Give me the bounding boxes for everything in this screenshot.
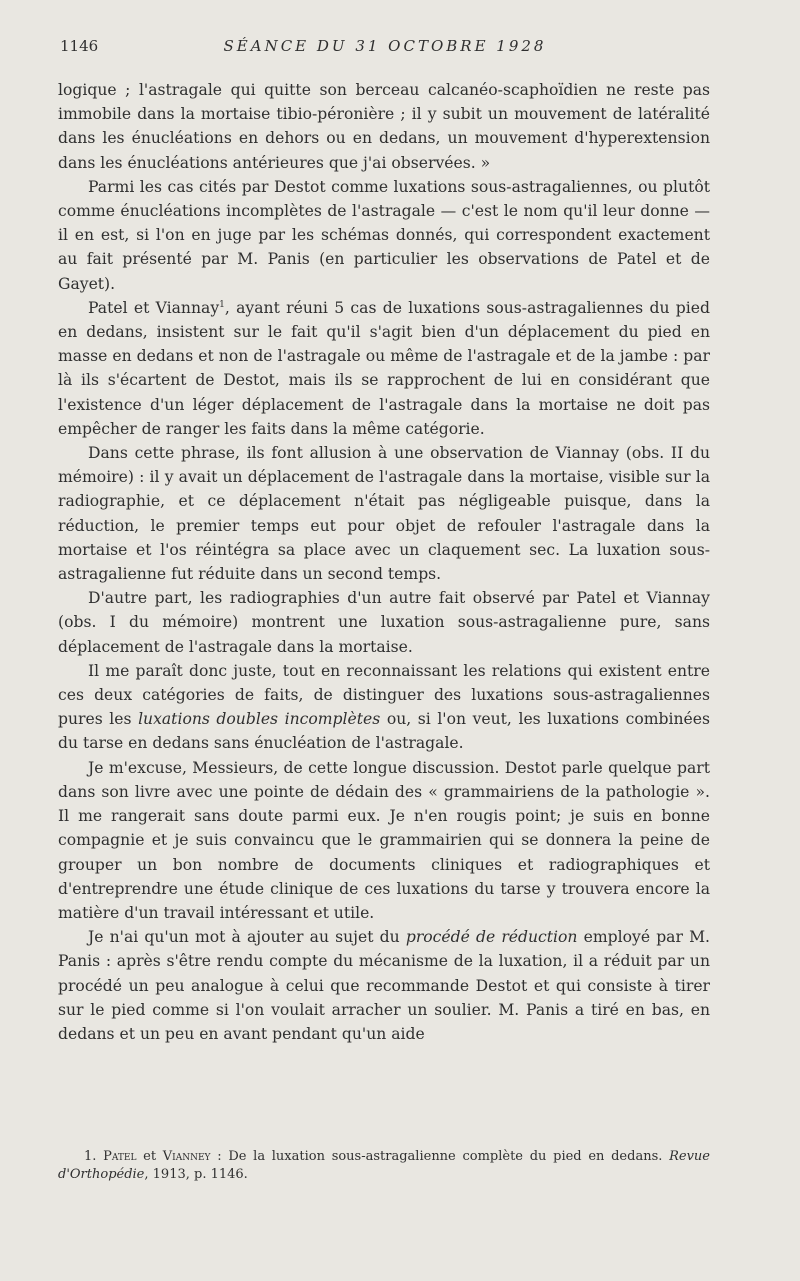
body-text [58, 78, 710, 1046]
p8-rest: employé par M. Panis : après s'être rendu compte du mécanisme de la luxation, il a réduit par un procédé un peu analogue à celui que recommande Destot et qui consiste à tirer sur le pied comme si l'on voulait arracher un soulier. M. Panis a tiré en bas, en dedans et un peu en avant pendant qu'un aide [58, 928, 711, 1043]
p3-rest: , ayant réuni 5 cas de luxations sous-astragaliennes du pied en dedans, insistent sur le fait qu'il s'agit bien d'un déplacement du pied en masse en dedans et non de l'astragale ou même de l'astragale et de la jambe : par là ils s'écartent de Destot, mais ils se rapprochent de lui en considérant que l'existence d'un léger déplacement de l'astragale dans la mortaise ne doit pas empêcher de ranger les faits dans la même catégorie. [58, 298, 710, 438]
paragraph-8 [58, 925, 710, 1046]
paragraph-3 [58, 296, 710, 441]
paragraph-6 [58, 659, 710, 756]
p3-start: Patel et Viannay [88, 298, 220, 317]
footnote [58, 1148, 710, 1184]
page-header [60, 37, 710, 61]
footnote-title: : De la luxation sous-astragalienne complète du pied en dedans. [210, 1149, 670, 1164]
paragraph-4: Dans cette phrase, ils font allusion à une observation de Viannay (obs. II du mémoire) : il y avait un déplacement de l'astragale dans la mortaise, visible sur la radiographie, et ce déplacement n'était pas négligeable puisque, dans la réduction, le premier temps eut pour objet de refouler l'astragale dans la mortaise et l'os réintégra sa place avec un claquement sec. La luxation sous-astragalienne fut réduite dans un second temps. [58, 444, 710, 584]
footnote-author-2: Vianney [162, 1149, 211, 1164]
paragraph-5: D'autre part, les radiographies d'un autre fait observé par Patel et Viannay (obs. I du mémoire) montrent une luxation sous-astragalienne pure, sans déplacement de l'astragale dans la mortaise. [58, 589, 710, 656]
footnote-ref: 1 [219, 299, 225, 310]
footnote-journal: Revue d'Orthopédie [58, 1149, 710, 1182]
paragraph-1: logique ; l'astragale qui quitte son berceau calcanéo-scaphoïdien ne reste pas immobile dans la mortaise tibio-péronière ; il y subit un mouvement de latéralité dans les énucléations en dehors ou en dedans, un mouvement d'hyperextension dans les énucléations antérieures que j'ai observées. » [58, 81, 710, 172]
paragraph-2: Parmi les cas cités par Destot comme luxations sous-astragaliennes, ou plutôt comme énucléations incomplètes de l'astragale — c'est le nom qu'il leur donne — il en est, si l'on en juge par les schémas donnés, qui correspondent exactement au fait présenté par M. Panis (en particulier les observations de Patel et de Gayet). [58, 177, 710, 293]
footnote-author-1: Patel [103, 1149, 137, 1164]
running-head: SÉANCE DU 31 OCTOBRE 1928 [223, 37, 547, 55]
footnote-number: 1. [84, 1149, 97, 1164]
p6-start: Il me paraît donc juste, tout en reconnaissant les relations qui existent entre ces deux catégories de faits, de distinguer des luxations sous-astragaliennes pures les [58, 661, 710, 729]
footnote-ref-detail: , 1913, p. 1146. [144, 1167, 248, 1182]
footnote-and: et [136, 1149, 163, 1164]
p6-emphasis: luxations doubles incomplètes [138, 710, 381, 729]
p6-rest: ou, si l'on veut, les luxations combinées du tarse en dedans sans énucléation de l'astragale. [58, 710, 710, 753]
paragraph-7: Je m'excuse, Messieurs, de cette longue discussion. Destot parle quelque part dans son livre avec une pointe de dédain des « grammairiens de la pathologie ». Il me rangerait sans doute parmi eux. Je n'en rougis point; je suis en bonne compagnie et je suis convaincu que le grammairien qui se donnera la peine de grouper un bon nombre de documents cliniques et radiographiques et d'entreprendre une étude clinique de ces luxations du tarse y trouvera encore la matière d'un travail intéressant et utile. [58, 758, 710, 922]
p8-emphasis: procédé de réduction [405, 928, 578, 947]
page-number: 1146 [60, 37, 99, 55]
p8-start: Je n'ai qu'un mot à ajouter au sujet du [88, 928, 406, 947]
